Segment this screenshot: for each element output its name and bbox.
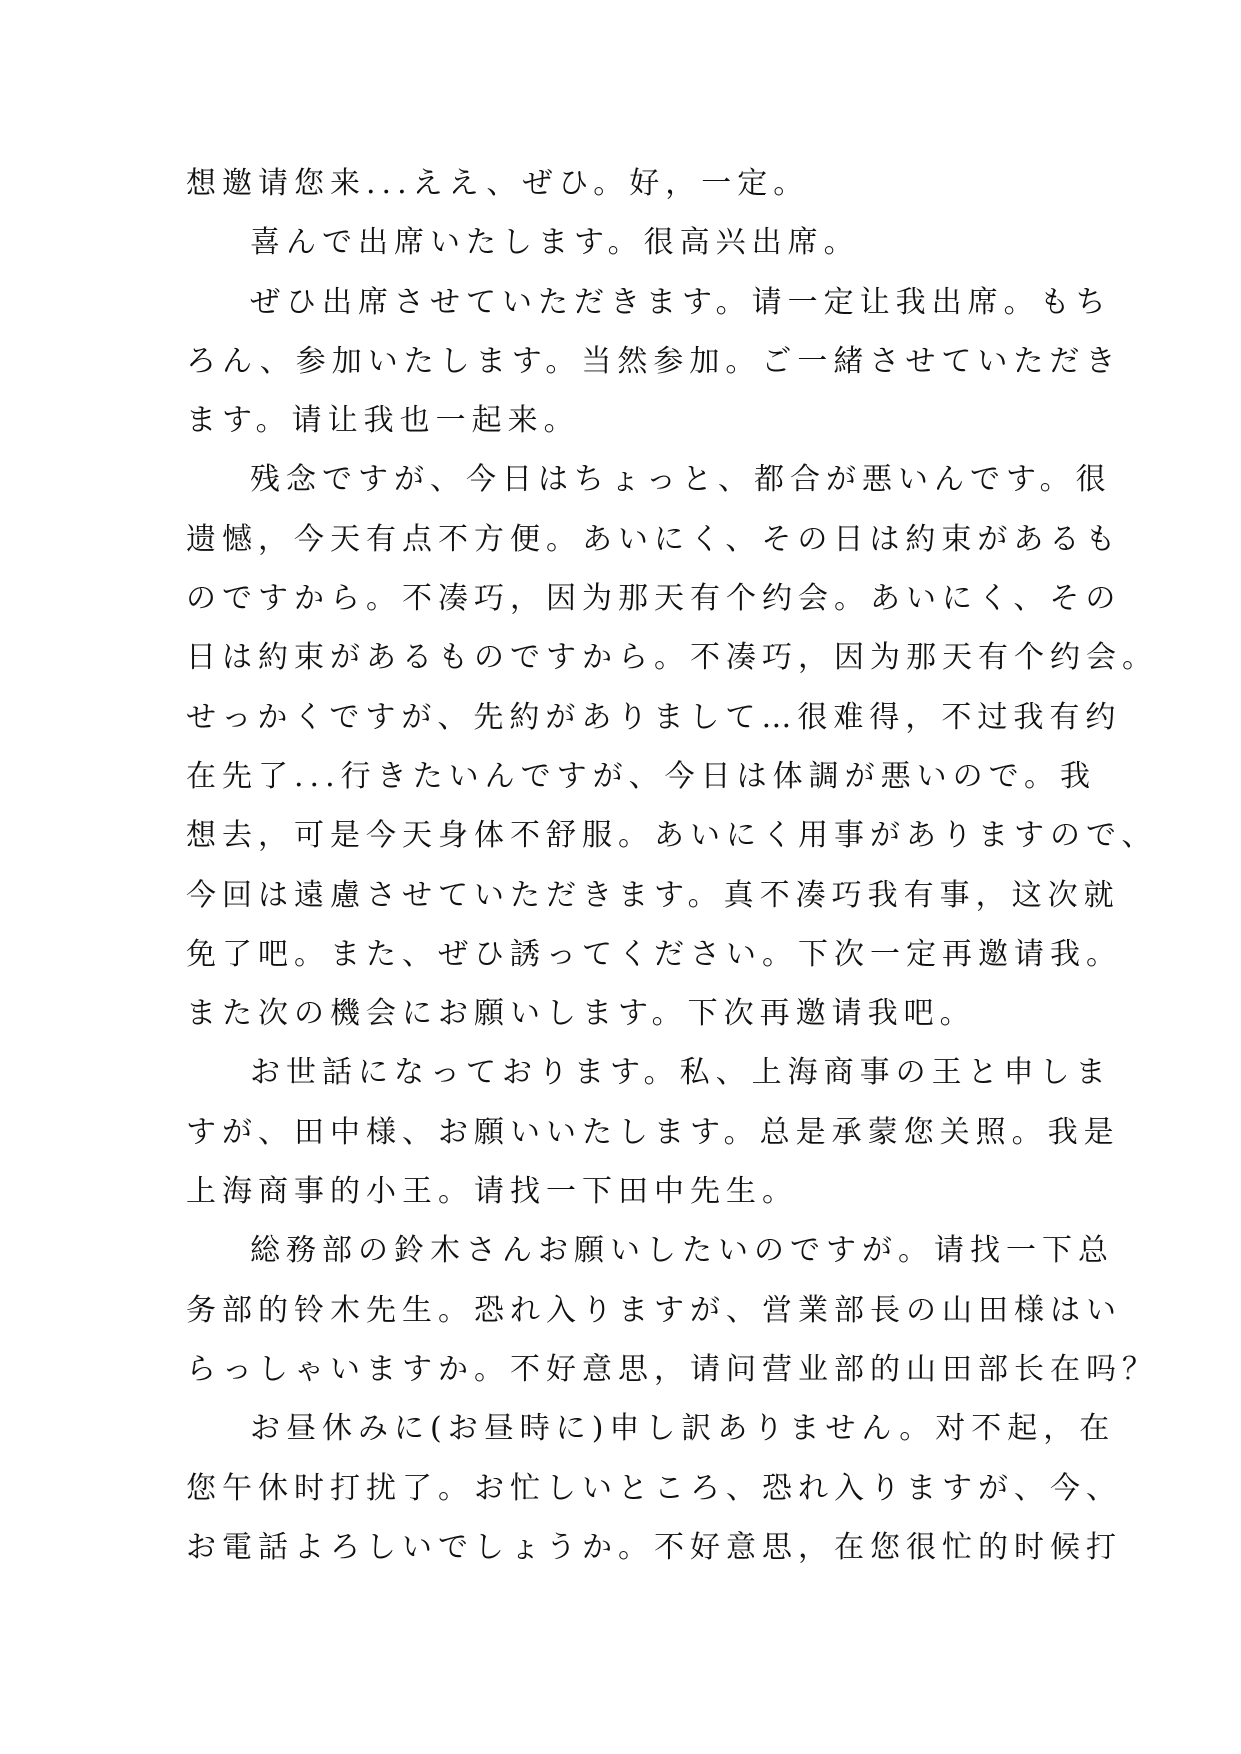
text-line: 今回は遠慮させていただきます。真不凑巧我有事，这次就 <box>186 877 1120 913</box>
text-line: 遗憾，今天有点不方便。あいにく、その日は約束があるも <box>186 521 1122 557</box>
text-line: 上海商事的小王。请找一下田中先生。 <box>186 1174 798 1210</box>
text-line: また次の機会にお願いします。下次再邀请我吧。 <box>186 996 976 1032</box>
paragraph-4 <box>186 450 1158 1043</box>
text-line: らっしゃいますか。不好意思，请问营业部的山田部长在吗？ <box>186 1351 1158 1387</box>
text-line: 日は約束があるものですから。不凑巧，因为那天有个约会。 <box>186 640 1158 676</box>
text-line: 総務部の鈴木さんお願いしたいのですが。请找一下总 <box>250 1233 1114 1269</box>
text-line: 免了吧。また、ぜひ誘ってください。下次一定再邀请我。 <box>186 936 1122 972</box>
body-text <box>186 154 1158 1577</box>
text-line: 想去，可是今天身体不舒服。あいにく用事がありますので、 <box>186 818 1158 854</box>
text-line: お電話よろしいでしょうか。不好意思，在您很忙的时候打 <box>186 1529 1122 1565</box>
text-line: 想邀请您来...ええ、ぜひ。好，一定。 <box>186 166 810 201</box>
paragraph-5 <box>186 1043 1120 1221</box>
paragraph-7 <box>186 1399 1122 1577</box>
text-line: 残念ですが、今日はちょっと、都合が悪いんです。很 <box>250 462 1112 498</box>
text-line: ろん、参加いたします。当然参加。ご一緒させていただき <box>186 343 1122 379</box>
text-line: せっかくですが、先約がありまして…很难得，不过我有约 <box>186 699 1122 735</box>
paragraph-1 <box>186 154 1056 213</box>
text-line: ぜひ出席させていただきます。请一定让我出席。もち <box>250 284 1112 320</box>
text-line: お世話になっております。私、上海商事の王と申しま <box>250 1055 1112 1091</box>
text-line: 在先了...行きたいんですが、今日は体調が悪いので。我 <box>186 758 1097 794</box>
text-line: お昼休みに(お昼時に)申し訳ありません。对不起，在 <box>250 1411 1116 1447</box>
text-line: すが、田中様、お願いいたします。总是承蒙您关照。我是 <box>186 1114 1120 1150</box>
text-line: 喜んで出席いたします。很高兴出席。 <box>250 225 860 261</box>
text-line: のですから。不凑巧，因为那天有个约会。あいにく、その <box>186 581 1122 617</box>
paragraph-3 <box>186 273 1122 451</box>
paragraph-6 <box>186 1221 1158 1399</box>
text-line: 务部的铃木先生。恐れ入りますが、営業部長の山田様はい <box>186 1292 1122 1328</box>
text-line: 您午休时打扰了。お忙しいところ、恐れ入りますが、今、 <box>186 1470 1122 1506</box>
text-line: ます。请让我也一起来。 <box>186 403 580 439</box>
paragraph-2 <box>186 213 1056 272</box>
